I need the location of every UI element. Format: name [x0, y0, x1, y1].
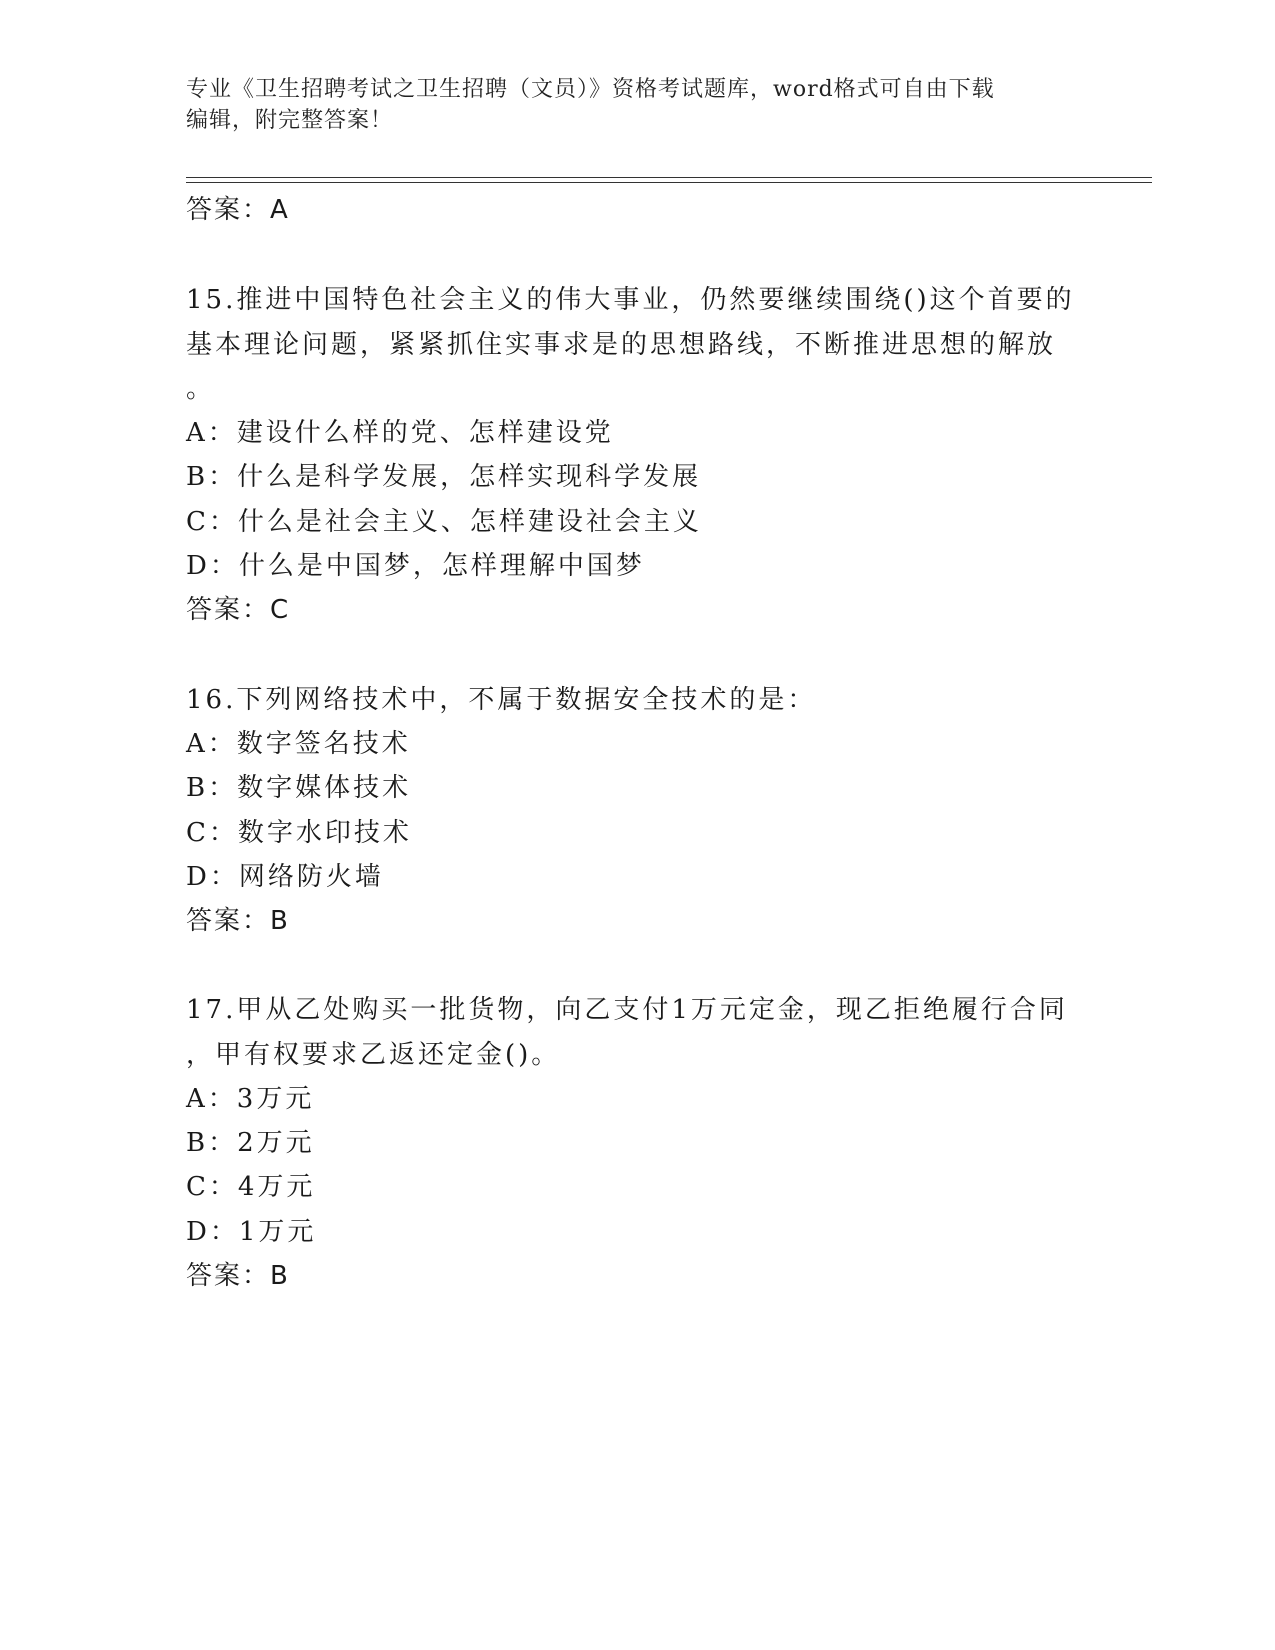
question-15-option-c: C：什么是社会主义、怎样建设社会主义	[186, 507, 702, 537]
document-header	[186, 74, 1066, 136]
question-17-option-a: A：3万元	[186, 1084, 315, 1114]
question-17-line-1: 17.甲从乙处购买一批货物，向乙支付1万元定金，现乙拒绝履行合同	[186, 995, 1068, 1025]
header-divider-bottom	[186, 182, 1152, 183]
question-15-option-b: B：什么是科学发展，怎样实现科学发展	[186, 462, 702, 492]
question-17-line-2: ，甲有权要求乙返还定金()。	[186, 1040, 561, 1070]
question-16-option-b: B：数字媒体技术	[186, 773, 412, 803]
question-15-line-3: 。	[186, 374, 216, 404]
question-15-line-1: 15.推进中国特色社会主义的伟大事业，仍然要继续围绕()这个首要的	[186, 285, 1075, 315]
question-15-answer: 答案：C	[186, 595, 291, 625]
header-line-2: 编辑，附完整答案！	[186, 108, 394, 133]
header-line-1: 专业《卫生招聘考试之卫生招聘（文员）》资格考试题库，word格式可自由下载	[186, 77, 995, 102]
question-15-option-d: D：什么是中国梦，怎样理解中国梦	[186, 551, 645, 581]
question-15-line-2: 基本理论问题，紧紧抓住实事求是的思想路线，不断推进思想的解放	[186, 330, 1057, 360]
question-15-option-a: A：建设什么样的党、怎样建设党	[186, 418, 614, 448]
question-17-answer: 答案：B	[186, 1261, 290, 1291]
question-17-option-b: B：2万元	[186, 1128, 315, 1158]
question-16-option-d: D：网络防火墙	[186, 862, 384, 892]
question-17-option-d: D：1万元	[186, 1217, 317, 1247]
previous-answer: 答案：A	[186, 195, 290, 225]
question-17-option-c: C：4万元	[186, 1172, 316, 1202]
question-16-answer: 答案：B	[186, 906, 290, 936]
header-divider-top	[186, 177, 1152, 178]
question-16-option-c: C：数字水印技术	[186, 818, 412, 848]
question-16-line-1: 16.下列网络技术中，不属于数据安全技术的是：	[186, 685, 817, 715]
question-16-option-a: A：数字签名技术	[186, 729, 411, 759]
